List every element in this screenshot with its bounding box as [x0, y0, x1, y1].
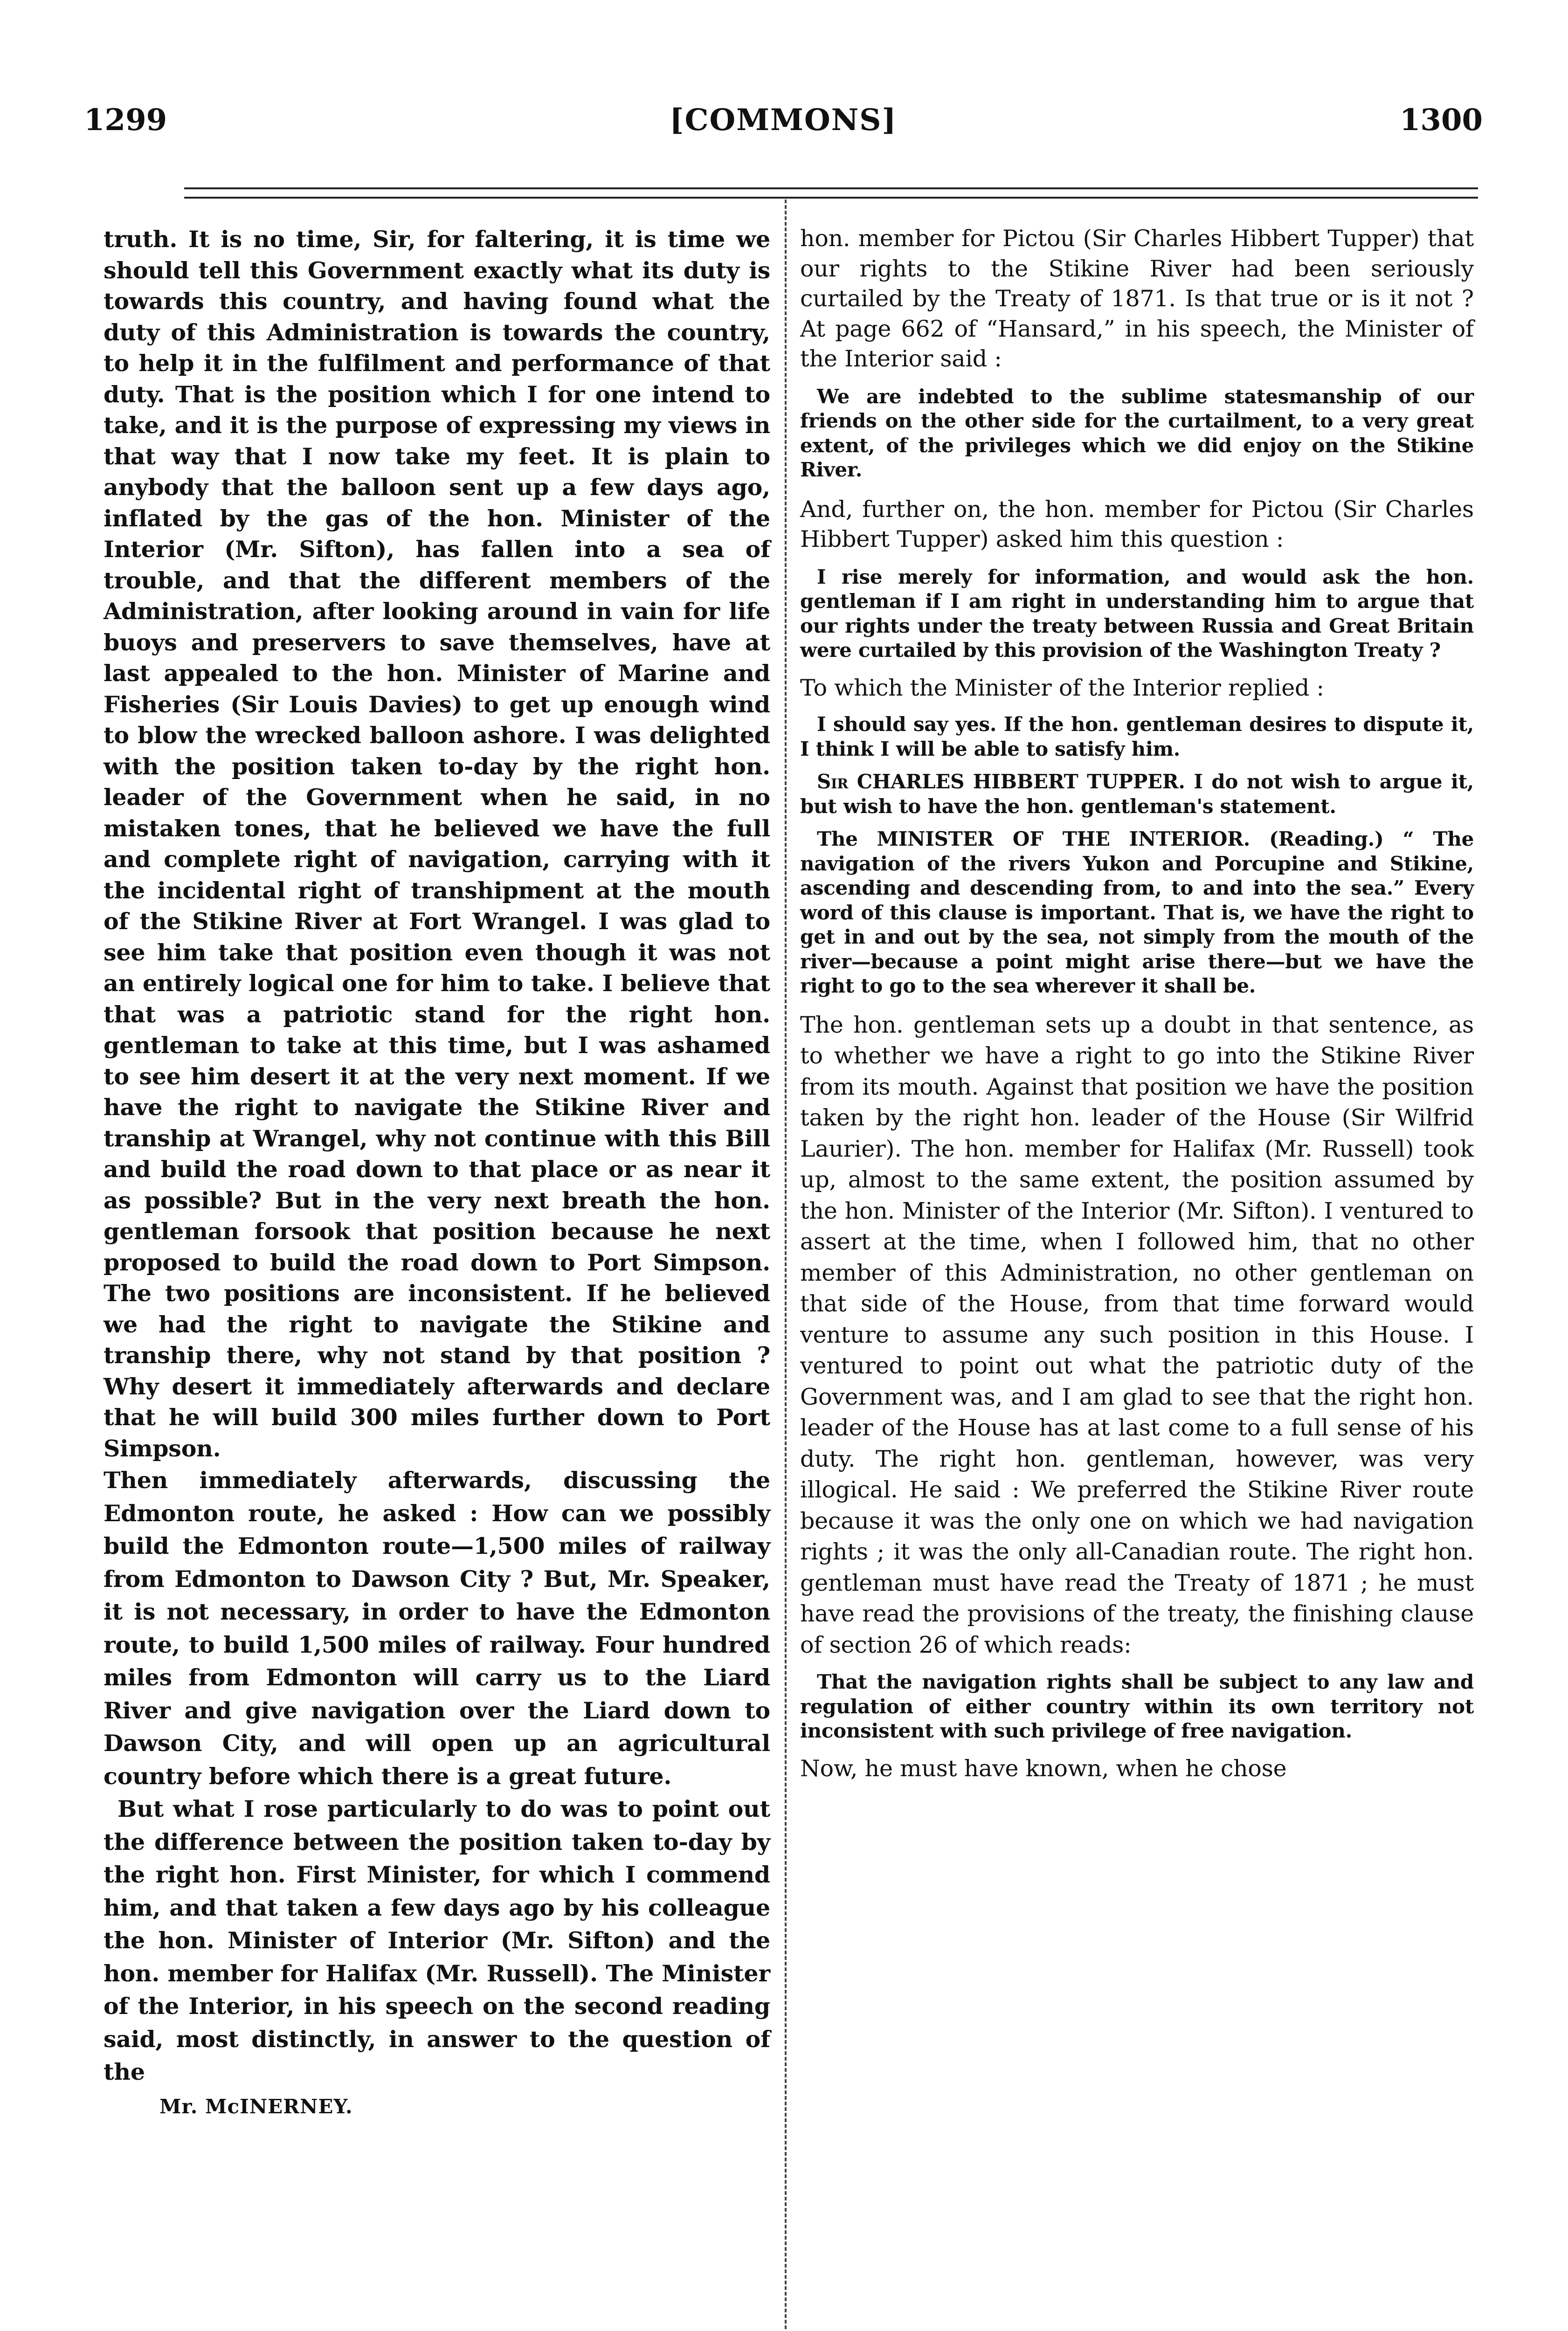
left-paragraph-3: But what I rose particularly to do was to point out the difference between the position taken to-day by the right hon. First Minister, for which I commend him, and that taken a few days ago by his colleague the hon. Minister of Interior (Mr. Sifton) and the hon. member for Halifax (Mr. Russell). The Minister of the Interior, in his speech on the second reading said, most distinctly, in answer to the question of the: [104, 1795, 770, 2085]
header-rule-top: [184, 187, 1478, 189]
left-paragraph-1: truth. It is no time, Sir, for faltering, it is time we should tell this Government exactly what its duty is towards this country, and having found what the duty of this Administration is towards the country, to help it in the fulfilment and performance of that duty. That is the position which I for one intend to take, and it is the purpose of expressing my views in that way that I now take my feet. It is plain to anybody that the balloon sent up a few days ago, inflated by the gas of the hon. Minister of the Interior (Mr. Sifton), has fallen into a sea of trouble, and that the different members of the Administration, after looking around in vain for life buoys and preservers to save themselves, have at last appealed to the hon. Minister of Marine and Fisheries (Sir Louis Davies) to get up enough wind to blow the wrecked balloon ashore. I was delighted with the position taken to-day by the right hon. leader of the Government when he said, in no mistaken tones, that he believed we have the full and complete right of navigation, carrying with it the incidental right of transhipment at the mouth of the Stikine River at Fort Wrangel. I was glad to see him take that position even though it was not an entirely logical one for him to take. I believe that that was a patriotic stand for the right hon. gentleman to take at this time, but I was ashamed to see him desert it at the very next moment. If we have the right to navigate the Stikine River and tranship at Wrangel, why not continue with this Bill and build the road down to that place or as near it as possible? But in the very next breath the hon. gentleman forsook that position because he next proposed to build the road down to Port Simpson. The two positions are inconsistent. If he believed we had the right to navigate the Stikine and tranship there, why not stand by that position ? Why desert it immediately afterwards and declare that he will build 300 miles further down to Port Simpson.: [104, 226, 770, 1462]
quote-5-speaker: The MINISTER OF THE INTERIOR.: [817, 828, 1250, 850]
speaker-signature: Mr. McINERNEY.: [159, 2095, 353, 2118]
page-number-right: 1300: [1399, 103, 1483, 138]
right-paragraph-3: To which the Minister of the Interior replied :: [800, 674, 1324, 701]
header-rule-bottom: [184, 197, 1478, 199]
quote-5: [800, 827, 1474, 999]
quote-4: [800, 770, 1474, 819]
quote-5-text: (Reading.) “ The navigation of the rivers Yukon and Porcupine and Stikine, ascending and descending from, to and into the sea.” Every word of this clause is important. That is, we have the right to get in and out by the sea, not simply from the mouth of the river—because a point might arise there—but we have the right to go to the sea wherever it shall be.: [800, 828, 1474, 997]
page-number-left: 1299: [84, 103, 167, 138]
right-paragraph-4: The hon. gentleman sets up a doubt in that sentence, as to whether we have a right to go into the Stikine River from its mouth. Against that position we have the position taken by the right hon. leader of the House (Sir Wilfrid Laurier). The hon. member for Halifax (Mr. Russell) took up, almost to the same extent, the position assumed by the hon. Minister of the Interior (Mr. Sifton). I ventured to assert at the time, when I followed him, that no other member of this Administration, no other gentleman on that side of the House, from that time forward would venture to assume any such position in this House. I ventured to point out what the patriotic duty of the Government was, and I am glad to see that the right hon. leader of the House has at last come to a full sense of his duty. The right hon. gentleman, however, was very illogical. He said : We preferred the Stikine River route because it was the only one on which we had navigation rights ; it was the only all-Canadian route. The right hon. gentleman must have read the Treaty of 1871 ; he must have read the provisions of the treaty, the finishing clause of section 26 of which reads:: [800, 1011, 1474, 1658]
running-title: [COMMONS]: [670, 103, 897, 138]
left-paragraph-2: Then immediately afterwards, discussing the Edmonton route, he asked : How can we possibly build the Edmonton route—1,500 miles of railway from Edmonton to Dawson City ? But, Mr. Speaker, it is not necessary, in order to have the Edmonton route, to build 1,500 miles of railway. Four hundred miles from Edmonton will carry us to the Liard River and give navigation over the Liard down to Dawson City, and will open up an agricultural country before which there is a great future.: [104, 1467, 770, 1790]
right-paragraph-5: Now, he must have known, when he chose: [800, 1755, 1287, 1782]
right-paragraph-2: And, further on, the hon. member for Pictou (Sir Charles Hibbert Tupper) asked him this question :: [800, 496, 1474, 552]
quote-4-speaker: Sir CHARLES HIBBERT TUPPER.: [817, 770, 1185, 793]
quote-3: I should say yes. If the hon. gentleman desires to dispute it, I think I will be able to satisfy him.: [800, 713, 1474, 760]
page-header: [84, 103, 1483, 154]
quote-2: I rise merely for information, and would ask the hon. gentleman if I am right in understanding him to argue that our rights under the treaty between Russia and Great Britain were curtailed by this provision of the Washington Treaty ?: [800, 565, 1474, 662]
right-column: [800, 224, 1474, 1784]
quote-1: We are indebted to the sublime statesmanship of our friends on the other side for the curtailment, to a very great extent, of the privileges which we did enjoy on the Stikine River.: [800, 385, 1474, 481]
quote-6: That the navigation rights shall be subject to any law and regulation of either country within its own territory not inconsistent with such privilege of free navigation.: [800, 1670, 1474, 1742]
quote-4-text: I do not wish to argue it, but wish to have the hon. gentleman's statement.: [800, 770, 1474, 818]
left-column: [104, 224, 770, 2118]
right-paragraph-1: hon. member for Pictou (Sir Charles Hibbert Tupper) that our rights to the Stikine River had been seriously curtailed by the Treaty of 1871. Is that true or is it not ? At page 662 of “Hansard,” in his speech, the Minister of the Interior said :: [800, 225, 1474, 372]
column-divider: [785, 200, 787, 2331]
